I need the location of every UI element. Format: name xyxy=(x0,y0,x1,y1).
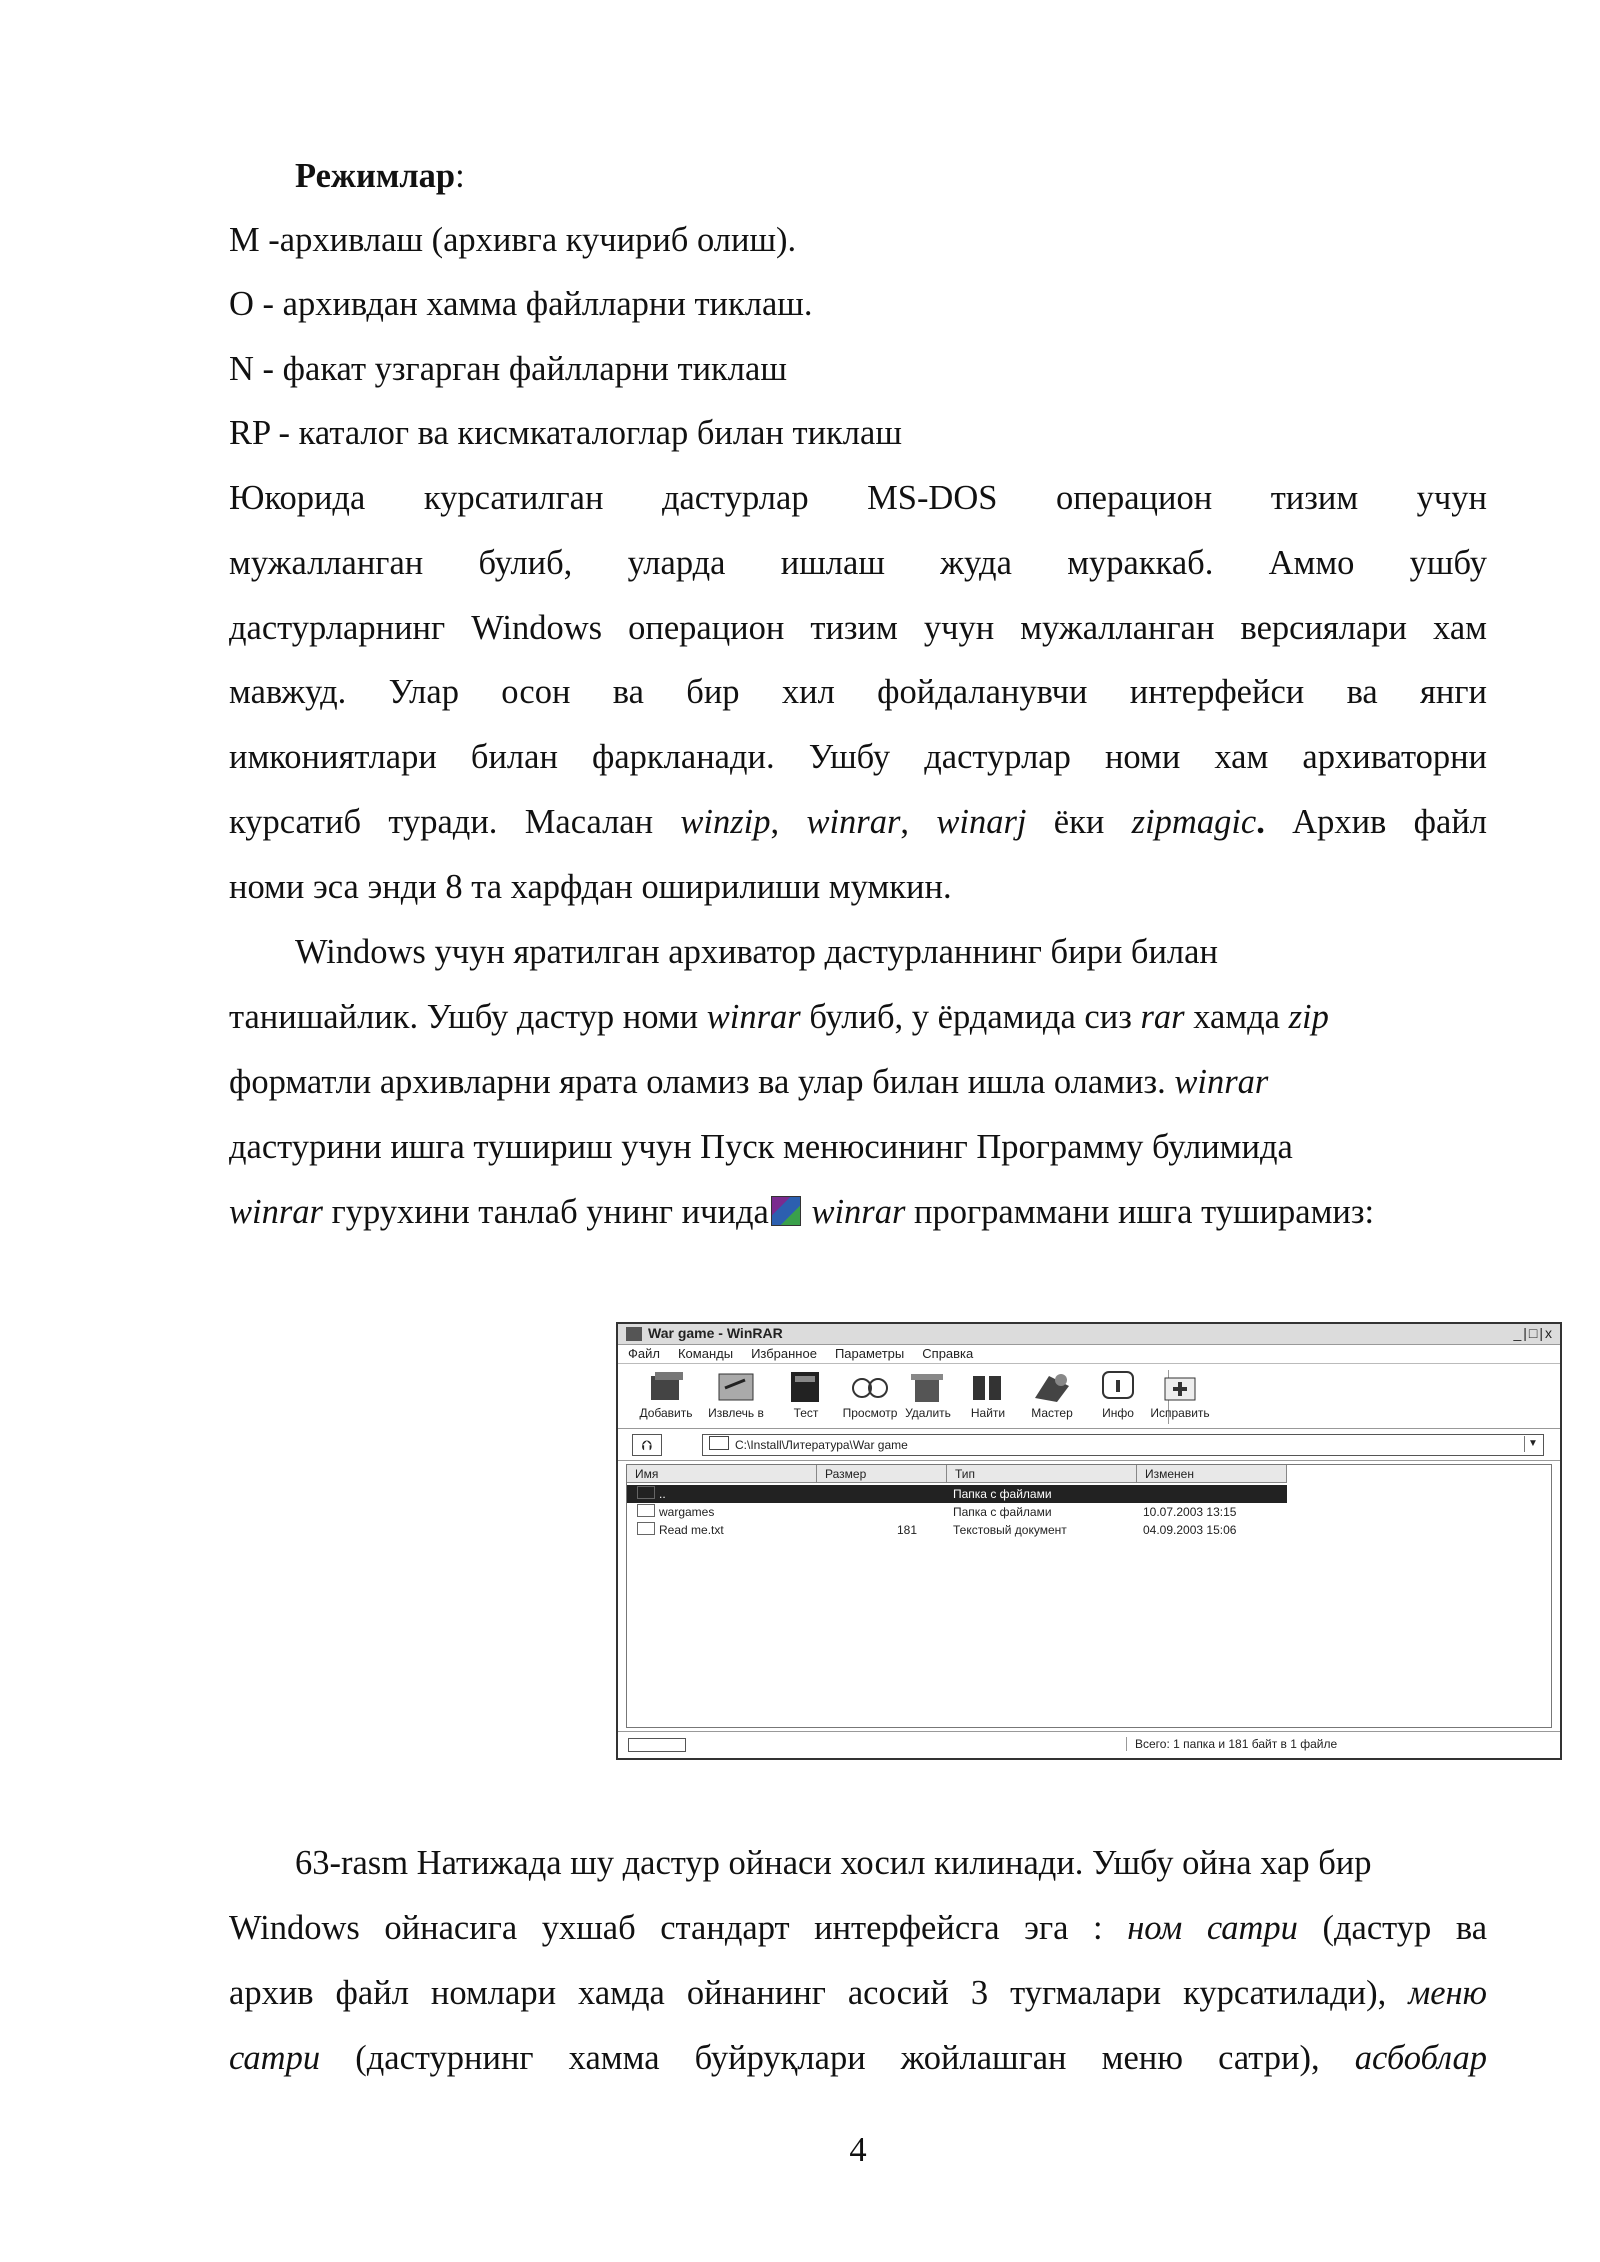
row-size xyxy=(817,1521,917,1539)
text-line xyxy=(229,2038,1487,2078)
folder-icon xyxy=(709,1436,729,1450)
toolbar-button[interactable] xyxy=(1140,1368,1220,1420)
text-line xyxy=(229,867,1487,907)
cell-text: wargames xyxy=(659,1505,715,1519)
text-line xyxy=(229,1062,1487,1102)
winrar-icon xyxy=(771,1196,801,1226)
chevron-down-icon[interactable]: ▼ xyxy=(1524,1436,1541,1452)
text-segment: имкониятлари билан фаркланади. Ушбу дастурлар номи хам архиваторни xyxy=(229,738,1487,776)
text-line xyxy=(229,543,1487,583)
text-segment: zip xyxy=(1288,998,1329,1036)
text-segment: , xyxy=(770,803,807,841)
text-line xyxy=(229,284,1487,324)
column-header[interactable]: Имя xyxy=(627,1465,817,1483)
up-folder-button[interactable]: ⮉ xyxy=(632,1434,662,1456)
text-segment: программани ишга туширамиз: xyxy=(905,1193,1375,1231)
text-line xyxy=(229,413,1487,453)
text-segment: хамда xyxy=(1184,998,1289,1036)
status-text: Всего: 1 папка и 181 байт в 1 файле xyxy=(1126,1737,1337,1751)
text-segment: rar xyxy=(1140,998,1185,1036)
text-segment: 63-rasm Натижада шу дастур ойнаси хосил килинади. Ушбу ойна хар бир xyxy=(295,1844,1372,1882)
row-name xyxy=(637,1503,714,1521)
text-segment: , xyxy=(900,803,937,841)
toolbar-label: Мастер xyxy=(1031,1406,1073,1420)
file-icon xyxy=(637,1522,655,1535)
menu-item[interactable]: Справка xyxy=(922,1346,974,1361)
info-icon xyxy=(1097,1368,1139,1404)
menu-item[interactable]: Избранное xyxy=(751,1346,817,1361)
window-titlebar xyxy=(618,1324,1560,1345)
text-line xyxy=(229,1192,1487,1232)
text-segment: Windows ойнасига ухшаб стандарт интерфейсга эга : xyxy=(229,1909,1128,1947)
cell-text: Read me.txt xyxy=(659,1523,724,1537)
text-line xyxy=(229,672,1487,712)
toolbar-label: Удалить xyxy=(905,1406,951,1420)
row-modified xyxy=(1143,1521,1236,1539)
text-line xyxy=(295,1843,1487,1883)
text-segment: архив файл номлари хамда ойнанинг асосий 3 тугмалари курсатилади), xyxy=(229,1974,1409,2012)
status-bar xyxy=(618,1731,1560,1758)
cell-text: Папка с файлами xyxy=(953,1505,1052,1519)
text-segment: Юкорида курсатилган дастурлар MS-DOS операцион тизим учун xyxy=(229,479,1487,517)
text-segment: танишайлик. Ушбу дастур номи xyxy=(229,998,707,1036)
text-line xyxy=(229,349,1487,389)
cell-text: .. xyxy=(659,1487,666,1501)
text-segment: winarj xyxy=(936,803,1027,841)
text-line xyxy=(229,1908,1487,1948)
text-segment: Архив файл xyxy=(1264,803,1488,841)
text-segment: RP - каталог ва кисмкаталоглар билан тиклаш xyxy=(229,414,902,452)
view-icon xyxy=(849,1368,891,1404)
wizard-icon xyxy=(1031,1368,1073,1404)
cell-text: Текстовый документ xyxy=(953,1523,1067,1537)
cell-text: Папка с файлами xyxy=(953,1487,1052,1501)
text-line xyxy=(229,737,1487,777)
toolbar-button[interactable] xyxy=(696,1368,776,1420)
text-line xyxy=(229,1973,1487,2013)
text-line xyxy=(295,156,1487,196)
text-segment: дастурларнинг Windows операцион тизим учун мужалланган версиялари хам xyxy=(229,609,1487,647)
winrar-screenshot xyxy=(616,1322,1562,1760)
toolbar-label: Просмотр xyxy=(842,1406,898,1420)
text-segment: ном сатри xyxy=(1127,1909,1298,1947)
text-segment: winrar xyxy=(706,998,801,1036)
text-segment: Windows учун яратилган архиватор дастурланнинг бири билан xyxy=(295,933,1218,971)
text-segment: асбоблар xyxy=(1354,2039,1487,2077)
text-line xyxy=(229,478,1487,518)
menu-bar xyxy=(618,1345,1560,1364)
menu-item[interactable]: Команды xyxy=(677,1346,734,1361)
row-name xyxy=(637,1485,666,1503)
text-line xyxy=(229,802,1487,842)
folder-icon xyxy=(637,1486,655,1499)
row-name xyxy=(637,1521,724,1539)
text-segment: курсатиб туради. Масалан xyxy=(229,803,681,841)
text-segment: winrar xyxy=(229,1193,323,1231)
text-segment: zipmagic xyxy=(1131,803,1257,841)
column-header[interactable]: Изменен xyxy=(1137,1465,1287,1483)
menu-item[interactable]: Параметры xyxy=(834,1346,905,1361)
text-segment: (дастурнинг хамма буйруқлари жойлашган меню сатри), xyxy=(320,2039,1355,2077)
text-segment: Режимлар xyxy=(295,157,456,195)
toolbar-label: Тест xyxy=(793,1406,819,1420)
text-line xyxy=(229,997,1487,1037)
toolbar-button[interactable] xyxy=(626,1368,706,1420)
row-modified xyxy=(1143,1503,1236,1521)
extract-icon xyxy=(715,1368,757,1404)
text-segment: мужалланган булиб, уларда ишлаш жуда мураккаб. Аммо ушбу xyxy=(229,544,1487,582)
text-segment: булиб, у ёрдамида сиз xyxy=(800,998,1141,1036)
column-header[interactable]: Размер xyxy=(817,1465,947,1483)
cell-text: 04.09.2003 15:06 xyxy=(1143,1523,1237,1537)
row-type xyxy=(953,1485,1052,1503)
path-text: C:\Install\Литература\War game xyxy=(735,1438,908,1452)
folder-icon xyxy=(637,1504,655,1517)
winrar-app-icon xyxy=(626,1327,642,1341)
toolbar-label: Исправить xyxy=(1150,1406,1210,1420)
table-row[interactable] xyxy=(627,1503,1287,1521)
text-segment: : xyxy=(455,157,465,195)
text-line xyxy=(229,1127,1487,1167)
text-segment: winrar xyxy=(1174,1063,1269,1101)
text-segment: winrar xyxy=(811,1193,906,1231)
file-list xyxy=(626,1464,1552,1728)
text-segment: winzip xyxy=(680,803,771,841)
repair-icon xyxy=(1159,1368,1201,1404)
table-row[interactable] xyxy=(627,1485,1287,1503)
text-segment: winrar xyxy=(806,803,901,841)
toolbar-label: Извлечь в xyxy=(708,1406,764,1420)
text-segment: (дастур ва xyxy=(1297,1909,1488,1947)
delete-icon xyxy=(907,1368,949,1404)
menu-item[interactable]: Файл xyxy=(628,1346,660,1361)
add-icon xyxy=(645,1368,687,1404)
text-line xyxy=(295,932,1487,972)
text-segment: форматли архивларни ярата оламиз ва улар билан ишла оламиз. xyxy=(229,1063,1175,1101)
table-row[interactable] xyxy=(627,1521,1287,1539)
toolbar-label: Инфо xyxy=(1102,1406,1134,1420)
text-line xyxy=(229,608,1487,648)
row-type xyxy=(953,1521,1067,1539)
toolbar xyxy=(618,1364,1560,1429)
test-icon xyxy=(785,1368,827,1404)
toolbar-label: Найти xyxy=(970,1406,1006,1420)
text-segment: M -архивлаш (архивга кучириб олиш). xyxy=(229,221,797,259)
text-segment: меню xyxy=(1408,1974,1487,2012)
text-segment: дастурини ишга тушириш учун Пуск менюсининг Программу булимида xyxy=(229,1128,1293,1166)
text-segment: номи эса энди 8 та харфдан оширилиши мумкин. xyxy=(229,868,952,906)
text-segment: . xyxy=(1256,803,1265,841)
row-type xyxy=(953,1503,1052,1521)
status-icons[interactable] xyxy=(628,1738,686,1752)
page-number: 4 xyxy=(849,2131,867,2169)
text-line xyxy=(229,220,1487,260)
cell-text: 181 xyxy=(896,1523,917,1537)
window-controls[interactable]: _|□|x xyxy=(1513,1325,1554,1341)
text-segment: N - факат узгарган файлларни тиклаш xyxy=(229,350,787,388)
address-bar xyxy=(618,1430,1560,1461)
path-field[interactable] xyxy=(702,1434,1544,1456)
cell-text: 10.07.2003 13:15 xyxy=(1143,1505,1237,1519)
toolbar-label: Добавить xyxy=(639,1406,693,1420)
find-icon xyxy=(967,1368,1009,1404)
text-segment: мавжуд. Улар осон ва бир хил фойдаланувчи интерфейси ва янги xyxy=(229,673,1487,711)
text-segment: O - архивдан хамма файлларни тиклаш. xyxy=(229,285,813,323)
text-segment: ёки xyxy=(1026,803,1132,841)
text-segment: гурухини танлаб унинг ичида xyxy=(322,1193,769,1231)
text-segment: сатри xyxy=(229,2039,321,2077)
window-title: War game - WinRAR xyxy=(648,1325,783,1341)
column-header[interactable]: Тип xyxy=(947,1465,1137,1483)
